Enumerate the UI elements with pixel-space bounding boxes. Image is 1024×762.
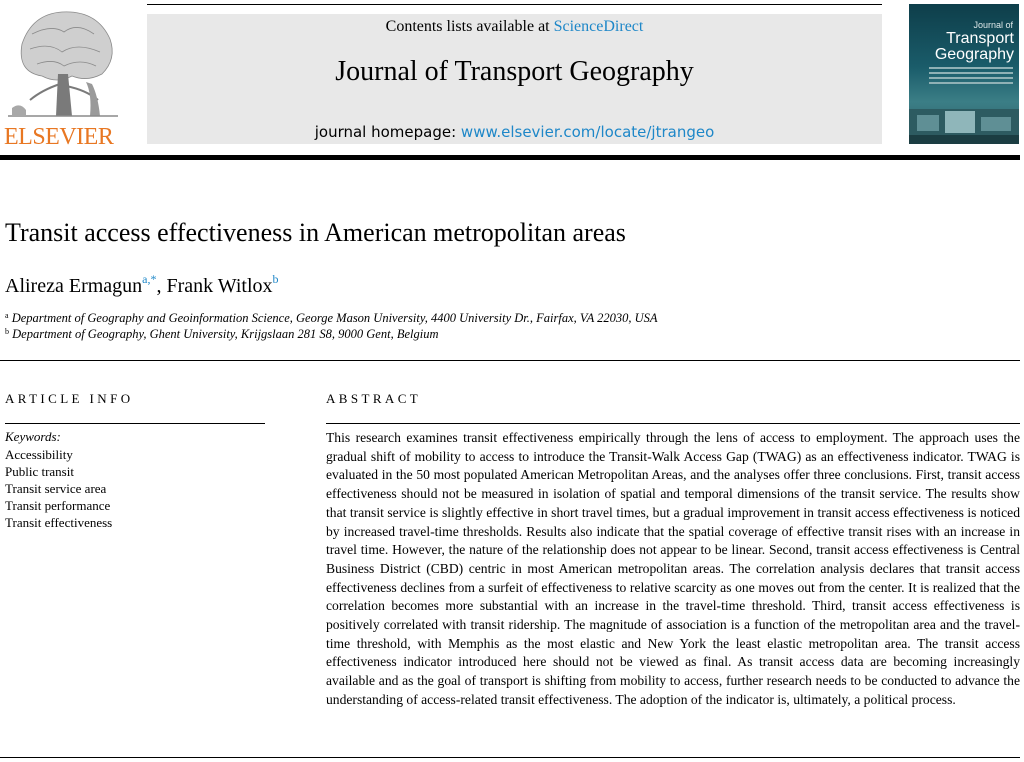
abstract-heading: ABSTRACT bbox=[326, 391, 422, 406]
article-info-heading: ARTICLE INFO bbox=[5, 391, 134, 406]
author-separator: , bbox=[156, 275, 167, 297]
author-affiliation-marks[interactable]: a,* bbox=[142, 272, 157, 286]
keyword-item: Transit performance bbox=[5, 498, 111, 513]
cover-photo-icon bbox=[909, 89, 1019, 144]
cover-subtext-lines bbox=[929, 67, 1013, 87]
author-name[interactable]: Alireza Ermagun bbox=[5, 275, 143, 297]
elsevier-tree-icon bbox=[2, 4, 124, 124]
keyword-item: Public transit bbox=[5, 464, 74, 479]
affiliation-text: Department of Geography and Geoinformation Science, George Mason University, 4400 University Dr., Fairfax, VA 22030, USA bbox=[11, 311, 658, 325]
elsevier-wordmark: ELSEVIER bbox=[4, 124, 114, 150]
journal-homepage-link[interactable]: www.elsevier.com/locate/jtrangeo bbox=[460, 123, 715, 141]
affiliation-text: Department of Geography, Ghent University, Krijgslaan 281 S8, 9000 Gent, Belgium bbox=[12, 327, 439, 341]
article-info-rule bbox=[5, 423, 265, 424]
abstract-text: This research examines transit effectiveness empirically through the lens of access to employment. The approach uses the gradual shift of mobility to access to introduce the Transit-Walk Access Gap (TWAG) as an effectiveness indicator. TWAG is evaluated in the 50 most populated American Metropolitan Areas, and the analyses offer three conclusions. First, transit access effectiveness should not be measured in isolation of spatial and temporal dimensions of the transit service. The results show that transit service is slightly effective in short travel times, but a gradual improvement in transit access effectiveness is noticed by increased travel-time thresholds. Results also indicate that the spatial coverage of effective transit rises with an increase in travel time. However, the nature of the relationship does not appear to be linear. Second, transit access effectiveness is Central Business District (CBD) centric in most American metropolitan areas. The correlation analysis declares that transit access effectiveness declines from a surfeit of effectiveness to relative scarcity as one moves out from the center. It is realized that the correlation becomes more substantial with an increase in the travel-time threshold. Third, transit access effectiveness is positively correlated with transit ridership. The magnitude of association is a function of the metropolitan area and the travel-time threshold, with Memphis as the most elastic and New York the least elastic metropolitan area. The transit access effectiveness indicator introduced here should not be viewed as final. As transit access data are becoming increasingly available and as the goal of transport is shifting from mobility to access, further research needs to be conducted to advance the understanding of access-related transit effectiveness. The adoption of the indicator is, ultimately, a political process. bbox=[326, 430, 1020, 707]
keywords-label: Keywords: bbox=[5, 429, 61, 444]
keyword-item: Transit service area bbox=[5, 481, 107, 496]
bottom-divider bbox=[0, 757, 1020, 758]
affiliation-mark: b bbox=[5, 327, 9, 336]
cover-title-line2: Transport Geography bbox=[934, 30, 1014, 63]
header-divider bbox=[0, 155, 1020, 160]
keywords-list bbox=[5, 446, 112, 531]
journal-title: Journal of Transport Geography bbox=[335, 56, 694, 87]
article-title: Transit access effectiveness in American metropolitan areas bbox=[5, 218, 626, 247]
keyword-item: Accessibility bbox=[5, 447, 73, 462]
section-divider bbox=[0, 360, 1020, 361]
journal-cover-image[interactable] bbox=[909, 4, 1019, 144]
affiliation-mark: a bbox=[5, 311, 9, 320]
header-top-rule bbox=[147, 4, 882, 5]
contents-prefix: Contents lists available at bbox=[385, 18, 554, 35]
author-name[interactable]: Frank Witlox bbox=[166, 275, 273, 297]
journal-header bbox=[147, 14, 882, 144]
affiliation-a bbox=[5, 311, 658, 326]
contents-line bbox=[147, 18, 882, 36]
homepage-line bbox=[147, 123, 882, 141]
cover-title-line1: Journal of bbox=[973, 20, 1013, 30]
author-list bbox=[5, 272, 279, 298]
affiliation-b bbox=[5, 327, 438, 342]
sciencedirect-link[interactable]: ScienceDirect bbox=[553, 18, 644, 35]
homepage-prefix: journal homepage: bbox=[314, 123, 461, 141]
keyword-item: Transit effectiveness bbox=[5, 515, 113, 530]
author-affiliation-marks[interactable]: b bbox=[272, 272, 279, 286]
abstract-rule bbox=[326, 423, 1020, 424]
elsevier-logo[interactable] bbox=[2, 4, 124, 150]
